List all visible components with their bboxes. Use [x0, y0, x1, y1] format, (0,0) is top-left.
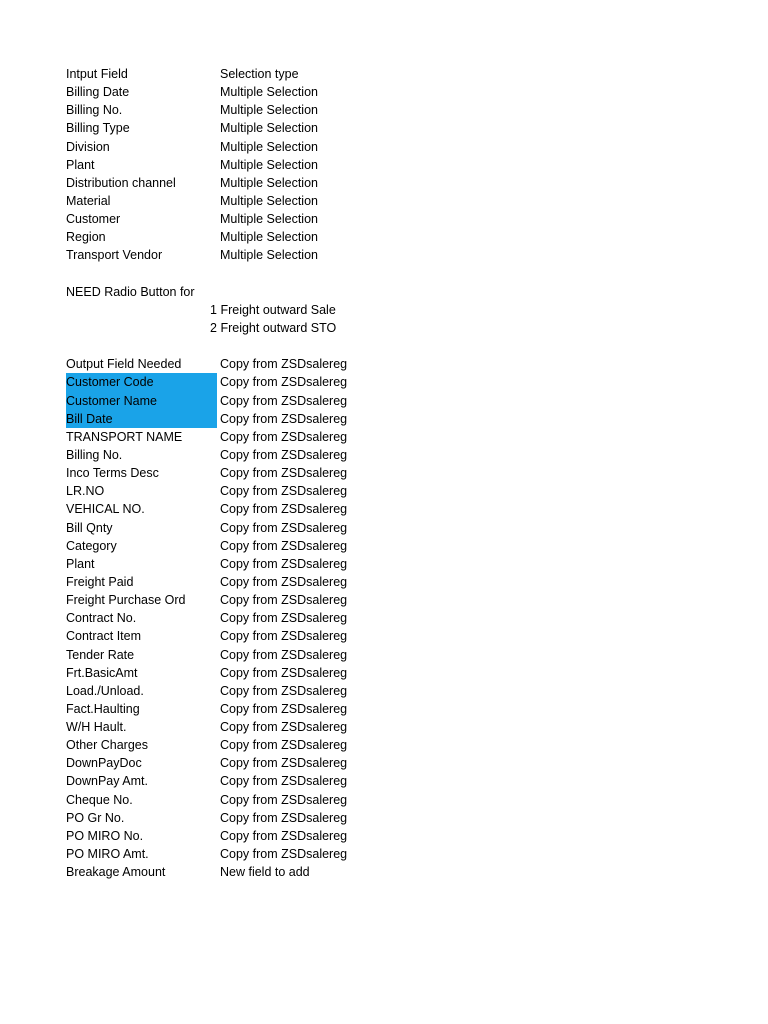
table-row: [0, 772, 768, 790]
table-row: [0, 809, 768, 827]
source-cell[interactable]: Copy from ZSDsalereg: [220, 466, 348, 481]
input-field-cell[interactable]: Billing Date: [66, 85, 130, 100]
table-row: [0, 555, 768, 573]
source-cell[interactable]: Copy from ZSDsalereg: [220, 502, 348, 517]
source-cell[interactable]: Copy from ZSDsalereg: [220, 701, 348, 716]
table-row: [0, 464, 768, 482]
source-cell[interactable]: Copy from ZSDsalereg: [220, 411, 348, 426]
table-row: [0, 101, 768, 119]
output-field-cell[interactable]: Cheque No.: [66, 792, 133, 807]
input-field-header[interactable]: Intput Field: [66, 67, 128, 81]
input-field-cell[interactable]: Distribution channel: [66, 175, 176, 190]
table-row: [0, 609, 768, 627]
table-row: [0, 519, 768, 537]
selection-type-cell[interactable]: Multiple Selection: [220, 193, 318, 208]
output-field-cell[interactable]: PO MIRO Amt.: [66, 847, 149, 862]
table-row: [0, 754, 768, 772]
source-cell[interactable]: Copy from ZSDsalereg: [220, 647, 348, 662]
table-row: [0, 246, 768, 264]
output-field-cell[interactable]: Frt.BasicAmt: [66, 665, 138, 680]
input-field-cell[interactable]: Material: [66, 193, 111, 208]
selection-type-cell[interactable]: Multiple Selection: [220, 85, 318, 100]
source-cell[interactable]: Copy from ZSDsalereg: [220, 556, 348, 571]
output-field-cell[interactable]: Bill Date: [66, 410, 217, 428]
source-cell[interactable]: Copy from ZSDsalereg: [220, 611, 348, 626]
table-row: [0, 627, 768, 645]
table-row: [0, 428, 768, 446]
input-field-cell[interactable]: Customer: [66, 212, 121, 227]
source-cell[interactable]: Copy from ZSDsalereg: [220, 538, 348, 553]
blank-row: [0, 265, 768, 283]
output-field-cell[interactable]: Tender Rate: [66, 647, 135, 662]
source-cell[interactable]: Copy from ZSDsalereg: [220, 756, 348, 771]
source-cell[interactable]: Copy from ZSDsalereg: [220, 520, 348, 535]
radio-title-row: [0, 283, 768, 301]
table-row: [0, 192, 768, 210]
output-field-cell[interactable]: DownPayDoc: [66, 756, 142, 771]
output-field-cell[interactable]: Billing No.: [66, 447, 123, 462]
source-cell[interactable]: Copy from ZSDsalereg: [220, 774, 348, 789]
table-row: [0, 138, 768, 156]
selection-type-cell[interactable]: Multiple Selection: [220, 139, 318, 154]
table-row: [0, 718, 768, 736]
radio-option-label: Freight outward STO: [220, 320, 337, 335]
table-row: [0, 482, 768, 500]
output-field-cell[interactable]: Load./Unload.: [66, 683, 144, 698]
selection-type-cell[interactable]: Multiple Selection: [220, 212, 318, 227]
input-field-cell[interactable]: Transport Vendor: [66, 248, 163, 263]
output-field-cell[interactable]: TRANSPORT NAME: [66, 429, 183, 444]
table-row: [0, 410, 768, 428]
source-cell[interactable]: Copy from ZSDsalereg: [220, 484, 348, 499]
output-header-row: [0, 355, 768, 373]
output-field-cell[interactable]: W/H Hault.: [66, 720, 127, 735]
table-row: [0, 119, 768, 137]
input-field-list: [0, 83, 768, 264]
source-cell[interactable]: Copy from ZSDsalereg: [220, 792, 348, 807]
radio-option-cell[interactable]: [210, 301, 336, 319]
selection-type-cell[interactable]: Multiple Selection: [220, 230, 318, 245]
table-row: [0, 83, 768, 101]
output-field-cell[interactable]: Category: [66, 538, 117, 553]
source-cell[interactable]: Copy from ZSDsalereg: [220, 847, 348, 862]
radio-option-cell[interactable]: [210, 319, 336, 337]
radio-option-label: Freight outward Sale: [220, 302, 336, 317]
table-row: [0, 573, 768, 591]
table-row: [0, 228, 768, 246]
table-row: [0, 863, 768, 881]
table-row: [0, 156, 768, 174]
radio-option-number: 2: [210, 320, 217, 335]
table-row: [0, 500, 768, 518]
output-field-cell[interactable]: Bill Qnty: [66, 520, 113, 535]
output-field-header[interactable]: Output Field Needed: [66, 357, 182, 372]
table-row: [0, 392, 768, 410]
input-header-row: [0, 65, 768, 83]
output-field-cell[interactable]: Customer Code: [66, 373, 217, 391]
table-row: [0, 591, 768, 609]
source-cell[interactable]: Copy from ZSDsalereg: [220, 629, 348, 644]
source-cell[interactable]: Copy from ZSDsalereg: [220, 429, 348, 444]
output-field-cell[interactable]: PO MIRO No.: [66, 828, 144, 843]
source-cell[interactable]: Copy from ZSDsalereg: [220, 393, 348, 408]
selection-type-cell[interactable]: Multiple Selection: [220, 157, 318, 172]
radio-option-row: [0, 301, 768, 319]
output-field-cell[interactable]: Contract Item: [66, 629, 142, 644]
blank-row: [0, 337, 768, 355]
table-row: [0, 845, 768, 863]
radio-option-number: 1: [210, 302, 217, 317]
table-row: [0, 664, 768, 682]
source-cell[interactable]: Copy from ZSDsalereg: [220, 828, 348, 843]
selection-type-cell[interactable]: Multiple Selection: [220, 121, 318, 136]
output-field-cell[interactable]: Freight Purchase Ord: [66, 593, 186, 608]
table-row: [0, 646, 768, 664]
output-field-cell[interactable]: Breakage Amount: [66, 865, 166, 880]
output-field-list: [0, 373, 768, 881]
selection-type-header[interactable]: Selection type: [220, 67, 299, 81]
table-row: [0, 682, 768, 700]
output-source-header[interactable]: Copy from ZSDsalereg: [220, 357, 348, 372]
output-field-cell[interactable]: Contract No.: [66, 611, 137, 626]
table-row: [0, 736, 768, 754]
input-field-cell[interactable]: Billing Type: [66, 121, 130, 136]
output-field-cell[interactable]: DownPay Amt.: [66, 774, 148, 789]
spreadsheet-sheet: [0, 65, 768, 881]
source-cell[interactable]: Copy from ZSDsalereg: [220, 720, 348, 735]
source-cell[interactable]: Copy from ZSDsalereg: [220, 665, 348, 680]
table-row: [0, 791, 768, 809]
input-field-cell[interactable]: Division: [66, 139, 110, 154]
table-row: [0, 700, 768, 718]
output-field-cell[interactable]: PO Gr No.: [66, 810, 125, 825]
source-cell[interactable]: New field to add: [220, 865, 310, 880]
output-field-cell[interactable]: VEHICAL NO.: [66, 502, 145, 517]
output-field-cell[interactable]: Inco Terms Desc: [66, 466, 159, 481]
radio-option-row: [0, 319, 768, 337]
source-cell[interactable]: Copy from ZSDsalereg: [220, 810, 348, 825]
table-row: [0, 174, 768, 192]
input-field-cell[interactable]: Plant: [66, 157, 95, 172]
source-cell[interactable]: Copy from ZSDsalereg: [220, 375, 348, 390]
output-field-cell[interactable]: Other Charges: [66, 738, 148, 753]
radio-title[interactable]: NEED Radio Button for: [66, 284, 195, 299]
source-cell[interactable]: Copy from ZSDsalereg: [220, 738, 348, 753]
table-row: [0, 537, 768, 555]
output-field-cell[interactable]: Plant: [66, 556, 95, 571]
source-cell[interactable]: Copy from ZSDsalereg: [220, 593, 348, 608]
source-cell[interactable]: Copy from ZSDsalereg: [220, 447, 348, 462]
table-row: [0, 446, 768, 464]
selection-type-cell[interactable]: Multiple Selection: [220, 248, 318, 263]
table-row: [0, 373, 768, 391]
source-cell[interactable]: Copy from ZSDsalereg: [220, 683, 348, 698]
output-field-cell[interactable]: Customer Name: [66, 392, 217, 410]
selection-type-cell[interactable]: Multiple Selection: [220, 103, 318, 118]
table-row: [0, 827, 768, 845]
source-cell[interactable]: Copy from ZSDsalereg: [220, 574, 348, 589]
table-row: [0, 210, 768, 228]
output-field-cell[interactable]: Fact.Haulting: [66, 701, 140, 716]
output-field-cell[interactable]: LR.NO: [66, 484, 105, 499]
input-field-cell[interactable]: Billing No.: [66, 103, 123, 118]
selection-type-cell[interactable]: Multiple Selection: [220, 175, 318, 190]
output-field-cell[interactable]: Freight Paid: [66, 574, 134, 589]
input-field-cell[interactable]: Region: [66, 230, 106, 245]
